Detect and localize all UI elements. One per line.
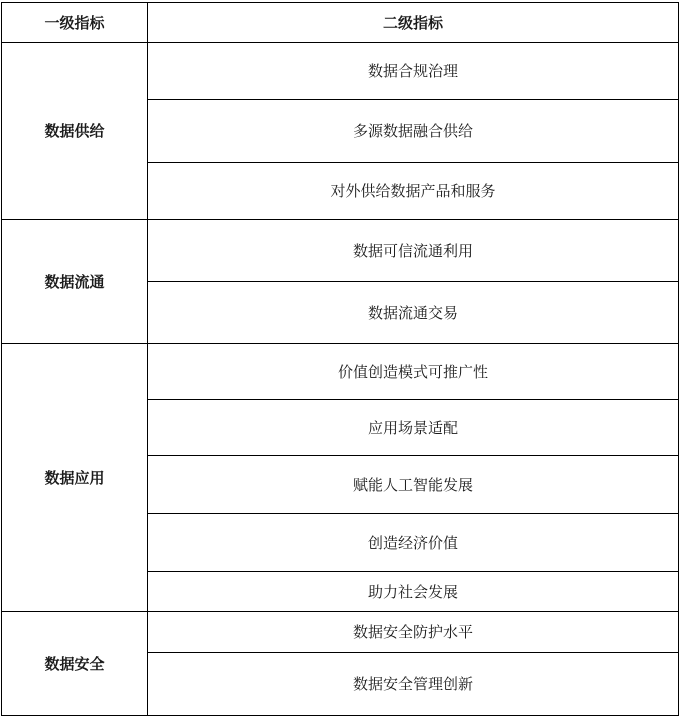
- level2-cell: 助力社会发展: [148, 572, 679, 612]
- level1-cell: 数据安全: [2, 612, 148, 716]
- header-level2: 二级指标: [148, 3, 679, 43]
- indicator-table: [1, 2, 679, 716]
- table-row: [2, 43, 679, 100]
- header-level1: 一级指标: [2, 3, 148, 43]
- level1-cell: 数据供给: [2, 43, 148, 220]
- level2-cell: 应用场景适配: [148, 400, 679, 456]
- level2-cell: 多源数据融合供给: [148, 100, 679, 163]
- table-row: [2, 612, 679, 653]
- header-row: [2, 3, 679, 43]
- level2-cell: 数据流通交易: [148, 282, 679, 344]
- level2-cell: 创造经济价值: [148, 514, 679, 572]
- level2-cell: 对外供给数据产品和服务: [148, 163, 679, 220]
- level1-cell: 数据应用: [2, 344, 148, 612]
- level2-cell: 数据安全防护水平: [148, 612, 679, 653]
- level1-cell: 数据流通: [2, 220, 148, 344]
- level2-cell: 赋能人工智能发展: [148, 456, 679, 514]
- level2-cell: 价值创造模式可推广性: [148, 344, 679, 400]
- table-row: [2, 220, 679, 282]
- level2-cell: 数据安全管理创新: [148, 653, 679, 716]
- level2-cell: 数据合规治理: [148, 43, 679, 100]
- table-row: [2, 344, 679, 400]
- level2-cell: 数据可信流通利用: [148, 220, 679, 282]
